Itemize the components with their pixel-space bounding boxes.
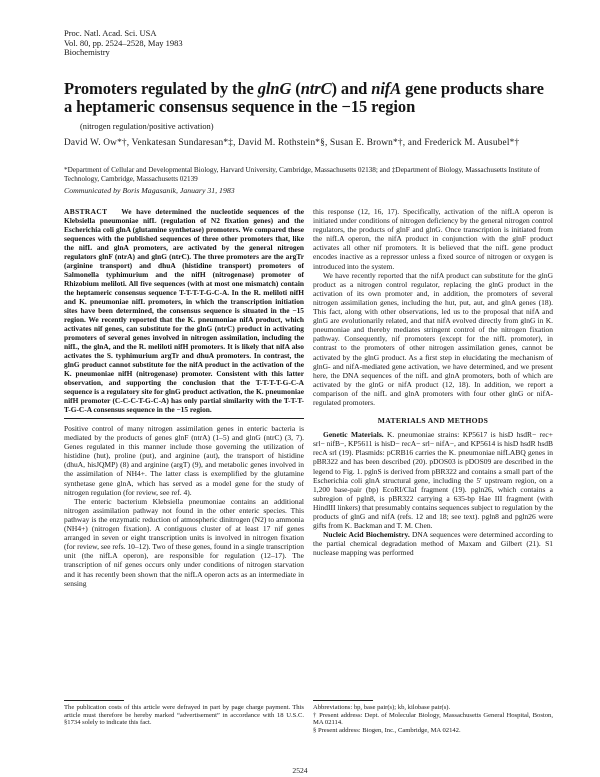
- gene-name: glnG: [257, 79, 292, 98]
- journal-volume: Vol. 80, pp. 2524–2528, May 1983: [64, 37, 183, 48]
- abstract-text: We have determined the nucleotide sequences of the Klebsiella pneumoniae nifL (regulation of N2 fixation genes) and the Escherichia coli glnA (glutamine synthetase) promoters. We compared these sequences with the published sequences of three other promoters that, like the nifL and glnA promoters, are activated by the general nitrogen regulators glnF (ntrA) and glnG (ntrC). The three promoters are the argTr (arginine transport) and dhuA (histidine transport) promoters of Salmonella typhimurium and the nifH (nitrogenase) promoter of Rhizobium meliloti. All five sequences (with at most one mismatch) contain the heptameric consensus sequence T-T-T-T-G-C-A. In the R. meliloti nifH and K. pneumoniae nifL promoters, in which the transcription initiation sites have been determined, the consensus sequence is situated in the −15 region. We recently reported that the K. pneumoniae nifA product, which activates nif genes, can substitute for the glnG (ntrC) product in activating promoters of several genes involved in nitrogen assimilation, including the nifL, the glnA, and the R. meliloti nifH promoters. It is likely that nifA also activates the S. typhimurium argTr and dhuA promoters. In contrast, the glnG product cannot substitute for the nifA product in the activation of the K. pneumoniae nifH (nitrogenase) promoter. Consistent with this latter observation, and supporting the conclusion that the T-T-T-T-G-C-A sequence is a regulatory site for glnG product activation, the K. pneumoniae nifH promoter (C-C-C-T-G-C-A) has only partial similarity with the T-T-T-T-G-C-A consensus sequence in the −15 region.: [64, 207, 304, 414]
- footnote-right: [313, 700, 553, 734]
- body-paragraph: The enteric bacterium Klebsiella pneumoniae contains an additional nitrogen assimilation pathway not found in the other enteric species. This pathway is the enzymatic reduction of atmospheric dinitrogen (N2) to ammonia (NH4+) (nitrogen fixation). A contiguous cluster of at least 17 nif genes arranged in seven or eight transcription units is involved in nitrogen fixation (for review, see refs. 10–12). Two of these genes, found in a single transcription unit (the nifLA operon), are responsible for regulation (12–17). The transcription of nif genes occurs only under conditions of nitrogen starvation and it has recently been shown that the nifLA operon acts as an intermediate in sensing: [64, 496, 304, 588]
- journal-name: Proc. Natl. Acad. Sci. USA: [64, 28, 157, 38]
- footnote-divider: [64, 700, 124, 701]
- footnote-text: Abbreviations: bp, base pair(s); kb, kilobase pair(s).: [313, 704, 451, 711]
- affiliation: *Department of Cellular and Developmental Biology, Harvard University, Cambridge, Massachusetts 02138; and ‡Department of Biology, Massachusetts Institute of Technology, Cambridge, Massachusetts 02139: [64, 166, 540, 183]
- methods-paragraph: Genetic Materials. K. pneumoniae strains: KP5617 is hisD hsdR− rec+ srl− nifB−, KP5611 is hisD− recA− srl− nifA−, and KP5614 is hisD hsdR hsdB recA srl (19). Plasmids: pCRB16 carries the K. pneumoniae nifLABQ genes in pBR322 and has been described (20). pDOS03 is pDOS09 are described in the legend to Fig. 1. pglnS is derived from pBR322 and contains a small part of the Escherichia coli glnA structural gene, including the 5′ upstream region, on a 1,200 base-pair (bp) EcoRI/ClaI fragment (19). pgln26, which contains a subregion of pgln8, is pBR322 carrying a 635-bp Hae III fragment (with HindIII linkers) that presumably contains sequences subject to regulation by the products of glnG and nifA (refs. 12 and 18; see text). pgln8 and pgln26 were gifts from K. Backman and T. M. Chen.: [313, 430, 553, 531]
- section-heading: MATERIALS AND METHODS: [377, 416, 489, 426]
- journal-section: Biochemistry: [64, 47, 110, 58]
- article-title: Promoters regulated by the glnG (ntrC) and nifA gene products share a heptameric consensus sequence in the −15 region: [64, 79, 544, 116]
- body-paragraph: We have recently reported that the nifA product can substitute for the glnG product as a nitrogen control regulator, replacing the glnG product in the activation of its own promoter and, in addition, the promoters of several nitrogen assimilation genes, including the hut, put, aut, and glnA genes (18). This fact, along with other observations, led us to the proposal that nifA and glnG are evolutionarily related, and that nifA evolved directly from glnG in K. pneumoniae and thereby mediates stringent control of the nitrogen fixation pathway. Consequently, nif promoters (except for the nifL promoter), in contrast to the promoters of other nitrogen assimilation genes, cannot be activated by the glnG product. As a first step in elucidating the mechanism of glnG- and nifA-mediated gene activation, we have determined, and we present here, the DNA sequences of the nifL and glnA promoters, both of which are activated by the glnG or nifA product (12, 18). In addition, we report a comparison of the nifL and glnA promoters with four other glnG or nifA-regulated promoters.: [313, 270, 553, 407]
- footnote-text: † Present address: Dept. of Molecular Biology, Massachusetts General Hospital, Boston, MA 02114.: [313, 711, 553, 727]
- footnote-text: § Present address: Biogen, Inc., Cambridge, MA 02142.: [313, 726, 461, 734]
- abstract-heading: ABSTRACT: [64, 207, 108, 216]
- body-paragraph: Positive control of many nitrogen assimilation genes in enteric bacteria is mediated by the products of genes glnF (ntrA) (1–5) and glnG (ntrC) (3, 7). Genes regulated in this manner include those governing the utilization of histidine (hut), proline (put), and arginine (aut), the transport of histidine (dhuA, hisJQMP) (8) and arginine (argT) (9), and metabolic genes involved in the assimilation of NH4+. The latter class is exemplified by the glutamine synthetase gene glnA, which has served as a model gene for the study of nitrogen regulation (for review, see ref. 4).: [64, 424, 304, 497]
- left-column: [64, 207, 304, 588]
- divider: [64, 418, 304, 419]
- right-column: [313, 207, 553, 557]
- footnote-text: The publication costs of this article were defrayed in part by page charge payment. This article must therefore be hereby marked “advertisement” in accordance with 18 U.S.C. §1734 solely to indicate this fact.: [64, 704, 304, 727]
- abstract: [64, 207, 304, 414]
- gene-name: nifA: [371, 79, 402, 98]
- footnote-divider: [313, 700, 373, 701]
- communicated-by: Communicated by Boris Magasanik, January 31, 1983: [64, 186, 235, 195]
- methods-paragraph: Nucleic Acid Biochemistry. DNA sequences were determined according to the partial chemical degradation method of Maxam and Gilbert (21). S1 nuclease mapping was performed: [313, 530, 554, 558]
- body-paragraph: this response (12, 16, 17). Specifically, activation of the nifLA operon is initiated under conditions of nitrogen deficiency by the general nitrogen control regulators, the products of glnF and glnG. Once transcription is initiated from the nifLA operon, the nifA product in conjunction with the glnF product activates all other nif promoters. It is believed that the nifL gene product encodes inactive as a repressor unless a fixed source of nitrogen or oxygen is introduced into the system.: [313, 207, 553, 271]
- keywords: (nitrogen regulation/positive activation): [80, 122, 214, 131]
- journal-header: [64, 29, 183, 58]
- authors: David W. Ow*†, Venkatesan Sundaresan*‡, David M. Rothstein*§, Susan E. Brown*†, and Frederick M. Ausubel*†: [64, 138, 520, 148]
- run-in-heading: Nucleic Acid Biochemistry.: [323, 530, 410, 540]
- page-number: 2524: [292, 766, 308, 775]
- footnote-left: [64, 700, 304, 727]
- run-in-heading: Genetic Materials.: [323, 430, 384, 440]
- gene-name: ntrC: [300, 79, 332, 98]
